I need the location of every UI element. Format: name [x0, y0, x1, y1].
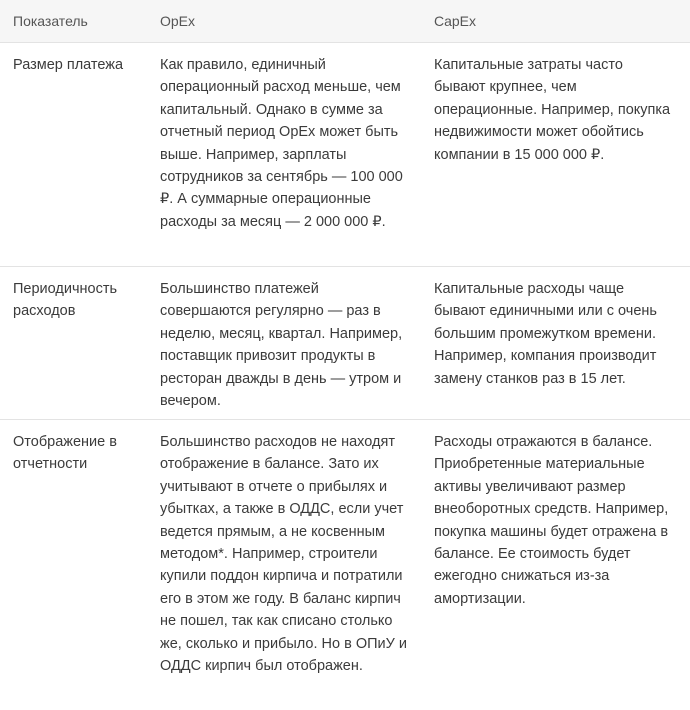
row-capex: Капитальные затраты часто бывают крупнее, чем операционные. Например, покупка недвижимости может обойтись компании в 15 000 000 ₽. [434, 57, 671, 163]
header-capex: CapEx [434, 13, 477, 29]
row-capex: Капитальные расходы чаще бывают единичными или с очень большим промежутком времени. Например, компания производит замену станков раз в 15 лет. [434, 281, 657, 387]
row-opex: Большинство расходов не находят отображение в балансе. Зато их учитывают в отчете о прибылях и убытках, а также в ОДДС, если учет ведется прямым, а не косвенным методом*. Например, строители купили поддон кирпича и потратили его в этом же году. В баланс кирпич не пошел, так как списано столько же, сколько и прибыло. Но в ОПиУ и ОДДС кирпич был отображен. [160, 434, 407, 675]
row-opex: Большинство платежей совершаются регулярно — раз в неделю, месяц, квартал. Например, поставщик привозит продукты в ресторан дважды в день — утром и вечером. [160, 281, 403, 410]
header-indicator: Показатель [13, 13, 88, 29]
header-opex: OpEx [160, 13, 196, 29]
table-row [0, 420, 690, 710]
row-capex: Расходы отражаются в балансе. Приобретенные материальные активы увеличивают размер внеоборотных средств. Например, покупка машины будет отражена в балансе. Ее стоимость будет ежегодно снижаться из-за амортизации. [434, 434, 669, 607]
table-row [0, 267, 690, 420]
row-opex: Как правило, единичный операционный расход меньше, чем капитальный. Однако в сумме за отчетный период OpEx может быть выше. Например, зарплаты сотрудников за сентябрь — 100 000 ₽. А суммарные операционные расходы за месяц — 2 000 000 ₽. [160, 57, 403, 230]
row-indicator: Периодичность расходов [13, 281, 118, 320]
row-indicator: Размер платежа [13, 57, 124, 73]
table-header-row [0, 0, 690, 43]
table-row [0, 43, 690, 267]
row-indicator: Отображение в отчетности [13, 434, 117, 473]
